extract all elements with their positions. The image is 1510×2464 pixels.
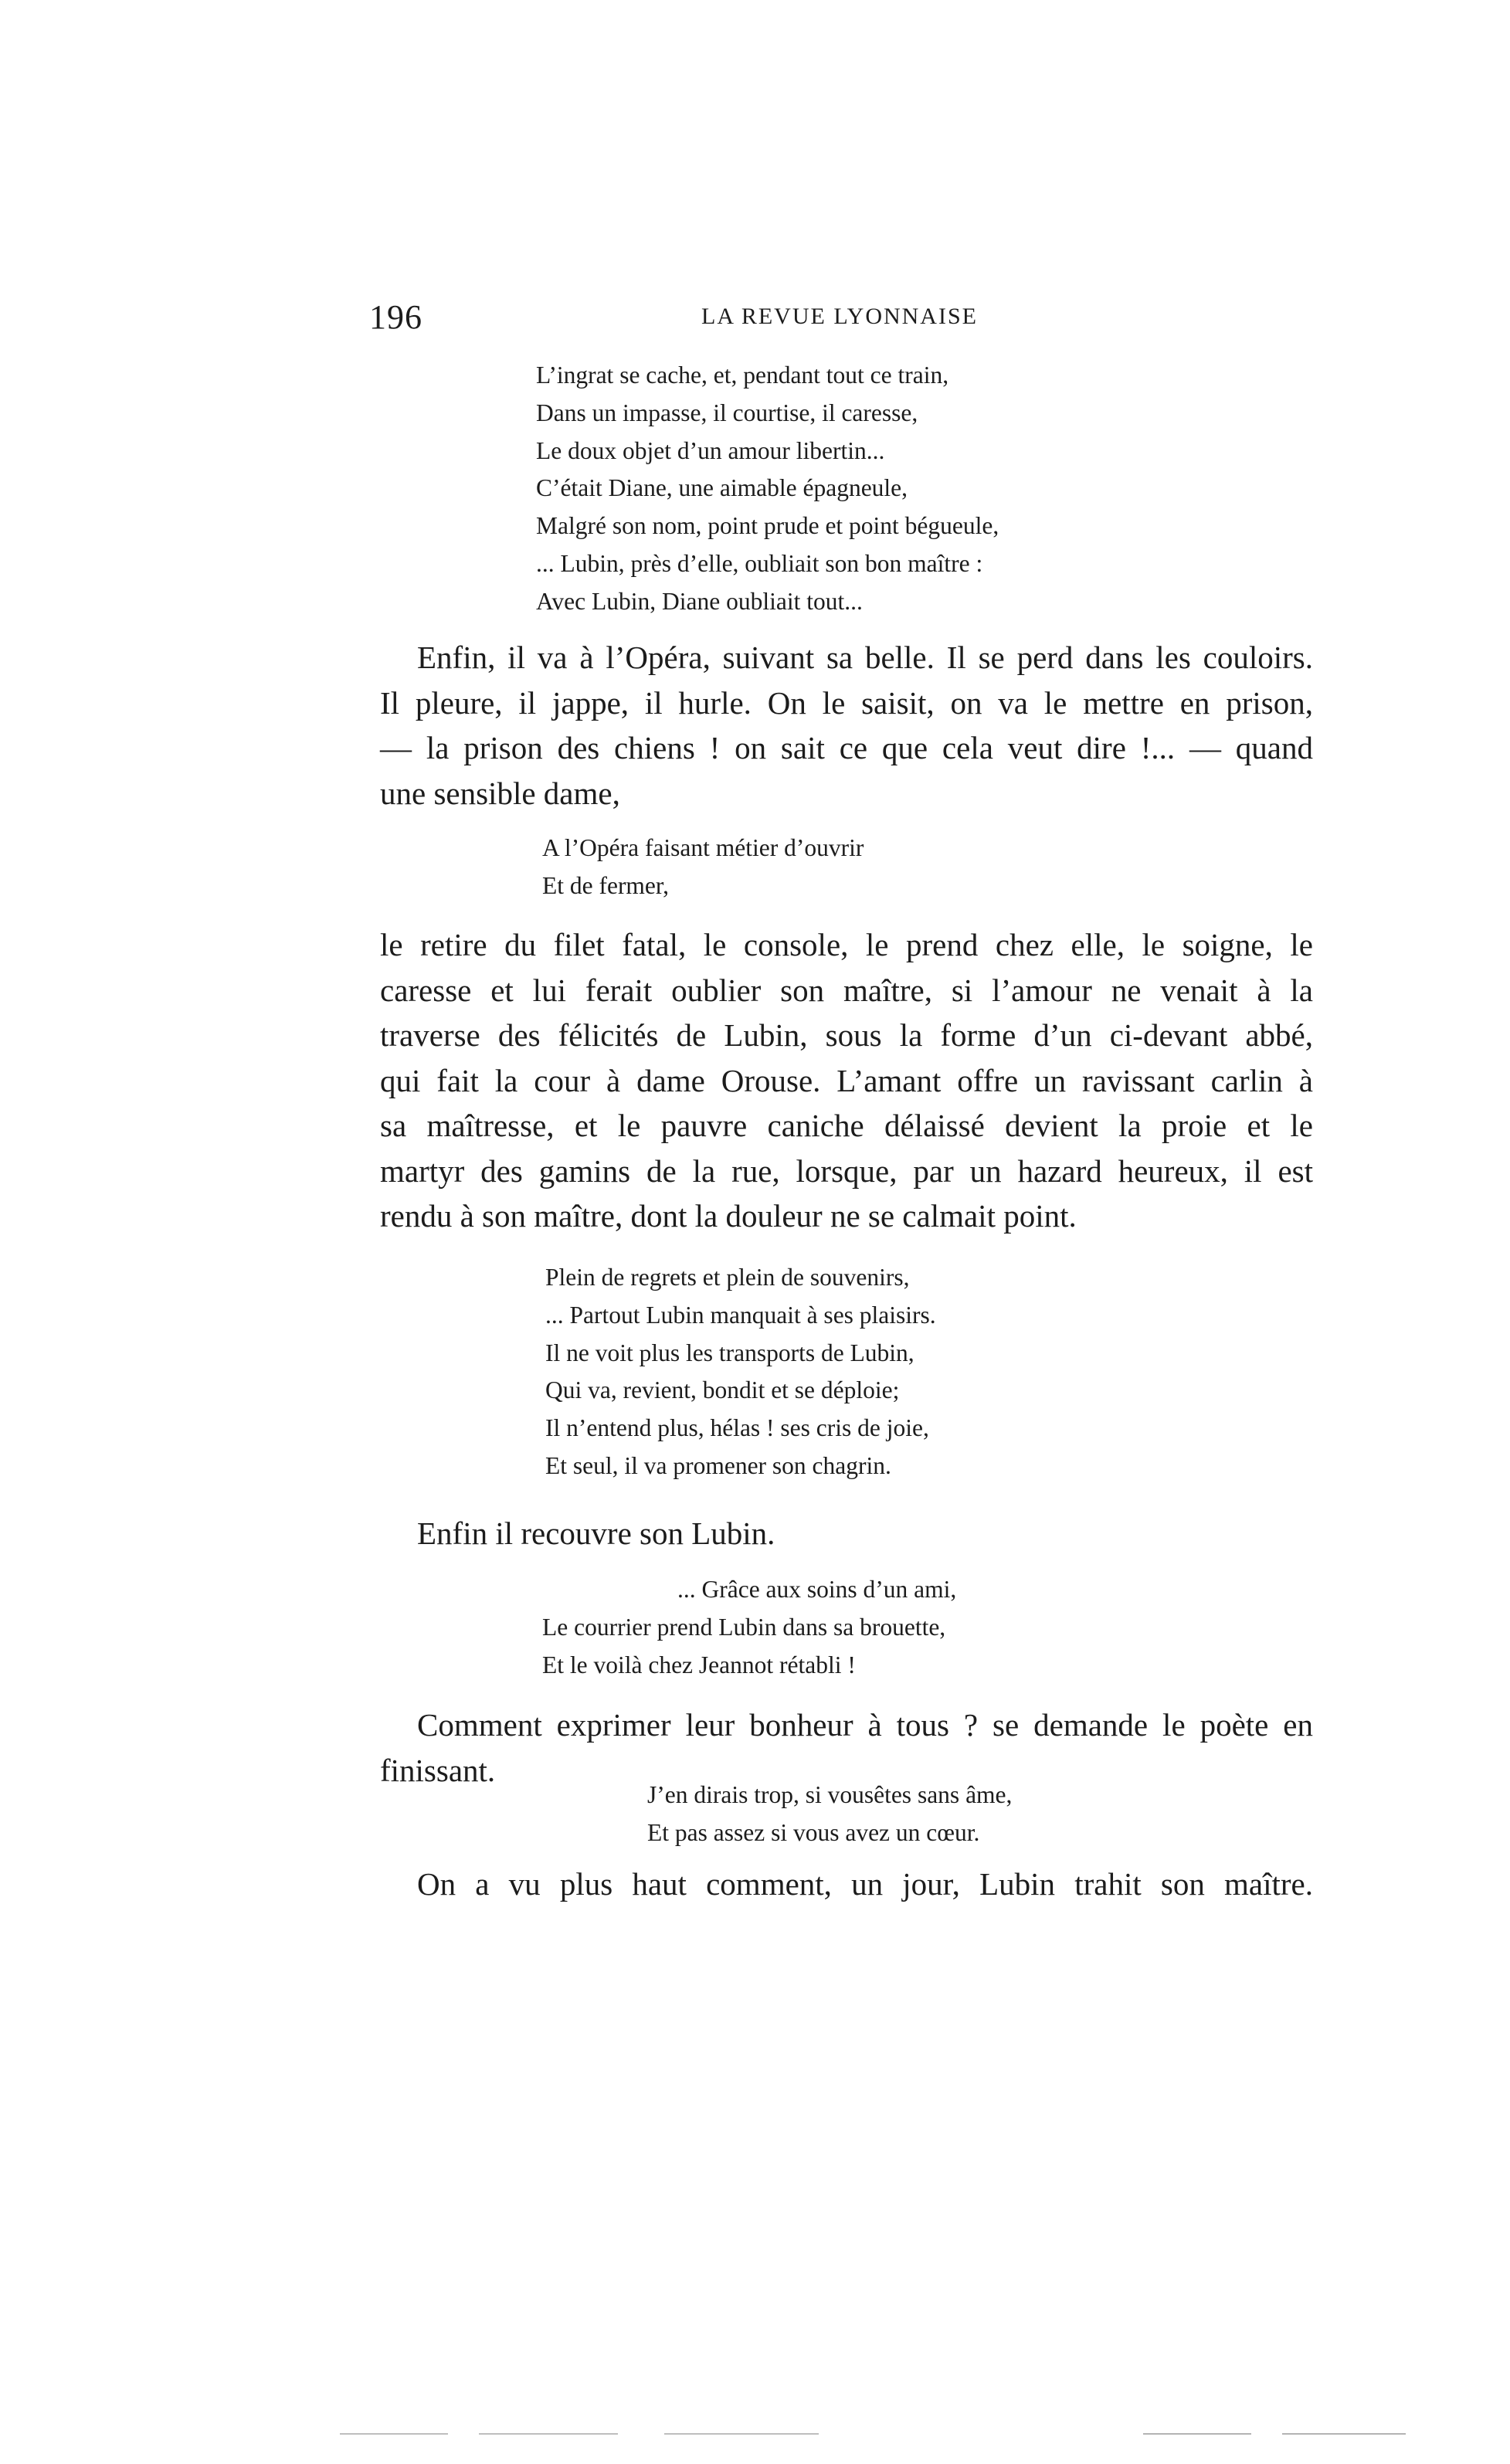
prose-line: traverse des félicités de Lubin, sous la forme d’un ci-devant abbé, — [380, 1017, 1313, 1053]
verse-line: Et de fermer, — [542, 871, 670, 899]
prose-line: finissant. — [380, 1752, 496, 1788]
paragraph-1 — [380, 635, 1313, 816]
page-number: 196 — [369, 298, 422, 336]
verse-line: C’était Diane, une aimable épagneule, — [536, 474, 908, 502]
prose-line: rendu à son maître, dont la douleur ne se calmait point. — [380, 1198, 1077, 1234]
paragraph-2 — [380, 922, 1313, 1239]
verse-line: Le doux objet d’un amour libertin... — [536, 436, 885, 464]
verse-stanza-5 — [647, 1777, 1012, 1852]
verse-line: A l’Opéra faisant métier d’ouvrir — [542, 834, 864, 861]
verse-line: Le courrier prend Lubin dans sa brouette, — [542, 1613, 946, 1641]
running-title: LA REVUE LYONNAISE — [701, 304, 978, 329]
prose-line: Enfin, il va à l’Opéra, suivant sa belle. Il se perd dans les couloirs. — [417, 640, 1313, 675]
verse-stanza-4 — [542, 1571, 956, 1684]
scan-rule — [1143, 2433, 1251, 2435]
verse-stanza-1 — [536, 357, 999, 621]
scan-rule — [340, 2433, 448, 2435]
verse-stanza-2 — [542, 830, 864, 905]
verse-line: Malgré son nom, point prude et point bégueule, — [536, 512, 999, 540]
verse-line: L’ingrat se cache, et, pendant tout ce train, — [536, 361, 949, 389]
prose-line: caresse et lui ferait oublier son maître, si l’amour ne venait à la — [380, 972, 1313, 1008]
prose-line: martyr des gamins de la rue, lorsque, par un hazard heureux, il est — [380, 1152, 1313, 1189]
prose-line: On a vu plus haut comment, un jour, Lubin trahit son maître. — [417, 1866, 1313, 1902]
verse-line: Dans un impasse, il courtise, il caresse, — [536, 399, 918, 426]
paragraph-5 — [417, 1862, 1313, 1907]
verse-line: Il n’entend plus, hélas ! ses cris de joie, — [545, 1414, 929, 1442]
prose-line: le retire du filet fatal, le console, le prend chez elle, le soigne, le — [380, 927, 1313, 962]
verse-line: Et seul, il va promener son chagrin. — [545, 1451, 891, 1479]
verse-line: ... Grâce aux soins d’un ami, — [677, 1576, 957, 1603]
verse-line: J’en dirais trop, si vousêtes sans âme, — [647, 1781, 1013, 1808]
prose-line: sa maîtresse, et le pauvre caniche délaissé devient la proie et le — [380, 1108, 1313, 1143]
verse-line: Et le voilà chez Jeannot rétabli ! — [542, 1651, 856, 1678]
prose-line: Enfin il recouvre son Lubin. — [417, 1515, 775, 1551]
prose-line: Il pleure, il jappe, il hurle. On le saisit, on va le mettre en prison, — [380, 684, 1313, 721]
scan-rule — [479, 2433, 618, 2435]
paragraph-3 — [417, 1511, 775, 1556]
prose-line: — la prison des chiens ! on sait ce que cela veut dire !... — quand — [380, 730, 1313, 765]
verse-line: Qui va, revient, bondit et se déploie; — [545, 1376, 900, 1404]
scan-rule — [1282, 2433, 1406, 2435]
prose-line: Comment exprimer leur bonheur à tous ? se demande le poète en — [417, 1707, 1313, 1743]
prose-line: une sensible dame, — [380, 775, 620, 811]
prose-line: qui fait la cour à dame Orouse. L’amant offre un ravissant carlin à — [380, 1062, 1313, 1098]
verse-line: Et pas assez si vous avez un cœur. — [647, 1818, 980, 1846]
verse-line: Plein de regrets et plein de souvenirs, — [545, 1264, 910, 1291]
verse-line: Avec Lubin, Diane oubliait tout... — [536, 587, 863, 615]
verse-line: Il ne voit plus les transports de Lubin, — [545, 1339, 914, 1366]
scan-rule — [664, 2433, 819, 2435]
verse-line: ... Partout Lubin manquait à ses plaisirs. — [545, 1301, 936, 1329]
verse-stanza-3 — [545, 1259, 936, 1485]
page-header — [369, 297, 1342, 344]
verse-line: ... Lubin, près d’elle, oubliait son bon maître : — [536, 549, 983, 577]
